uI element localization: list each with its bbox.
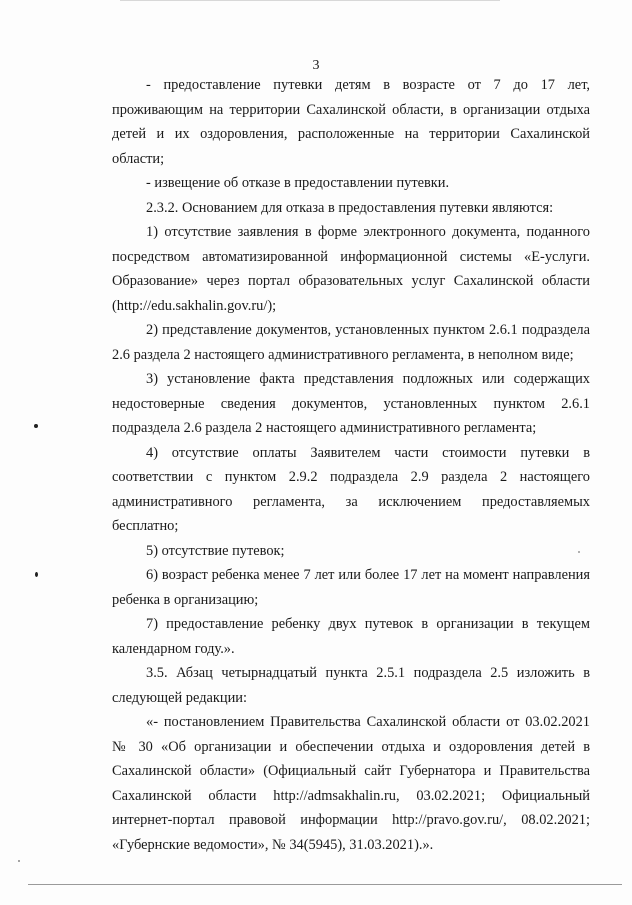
- paragraph-item-3: 3) установление факта представления подложных или содержащих недостоверные сведения документов, установленных пунктом 2.6.1 подраздела 2.6 раздела 2 настоящего административного регламента;: [112, 371, 590, 436]
- paragraph-item-2: 2) представление документов, установленных пунктом 2.6.1 подраздела 2.6 раздела 2 настоящего административного регламента, в неполном виде;: [112, 322, 590, 363]
- scan-speck: [34, 424, 38, 428]
- paragraph-section-2-3-2: 2.3.2. Основанием для отказа в предоставления путевки являются:: [146, 199, 554, 216]
- scan-speck: [18, 860, 20, 862]
- paragraph-resolution-citation: «- постановлением Правительства Сахалинской области от 03.02.2021 № 30 «Об организации и обеспечении отдыха и оздоровления детей в Сахалинской области» (Официальный сайт Губернатора и Правительства Сахалинской области http://admsakhalin.ru, 03.02.2021; Официальный интернет-портал правовой информации http://pravo.gov.ru/, 08.02.2021; «Губернские ведомости», № 34(5945), 31.03.2021).».: [112, 714, 590, 853]
- document-body: [112, 73, 590, 857]
- paragraph-item-7: 7) предоставление ребенку двух путевок в организации в текущем календарном году.».: [112, 616, 590, 657]
- paragraph-item-1: 1) отсутствие заявления в форме электронного документа, поданного посредством автоматизированной информационной системы «Е-услуги. Образование» через портал образовательных услуг Сахалинской области (http://edu.sakhalin.gov.ru/);: [112, 224, 590, 314]
- paragraph-voucher-provision: - предоставление путевки детям в возрасте от 7 до 17 лет, проживающим на территории Сахалинской области, в организации отдыха детей и их оздоровления, расположенные на территории Сахалинской области;: [112, 77, 590, 167]
- paragraph-section-3-5: 3.5. Абзац четырнадцатый пункта 2.5.1 подраздела 2.5 изложить в следующей редакции:: [112, 665, 590, 706]
- paragraph-item-6: 6) возраст ребенка менее 7 лет или более 17 лет на момент направления ребенка в организацию;: [112, 567, 590, 608]
- scan-edge-line: [120, 0, 500, 1]
- paragraph-item-5: 5) отсутствие путевок;: [146, 542, 285, 559]
- paragraph-refusal-notice: - извещение об отказе в предоставлении путевки.: [146, 175, 450, 191]
- paragraph-item-4: 4) отсутствие оплаты Заявителем части стоимости путевки в соответствии с пунктом 2.9.2 подраздела 2.9 раздела 2 настоящего административного регламента, за исключением предоставляемых бесплатно;: [112, 444, 590, 534]
- scan-bottom-edge: [28, 884, 622, 885]
- scan-speck: [578, 551, 580, 553]
- page-number: 3: [312, 58, 320, 73]
- scan-speck: [35, 572, 38, 577]
